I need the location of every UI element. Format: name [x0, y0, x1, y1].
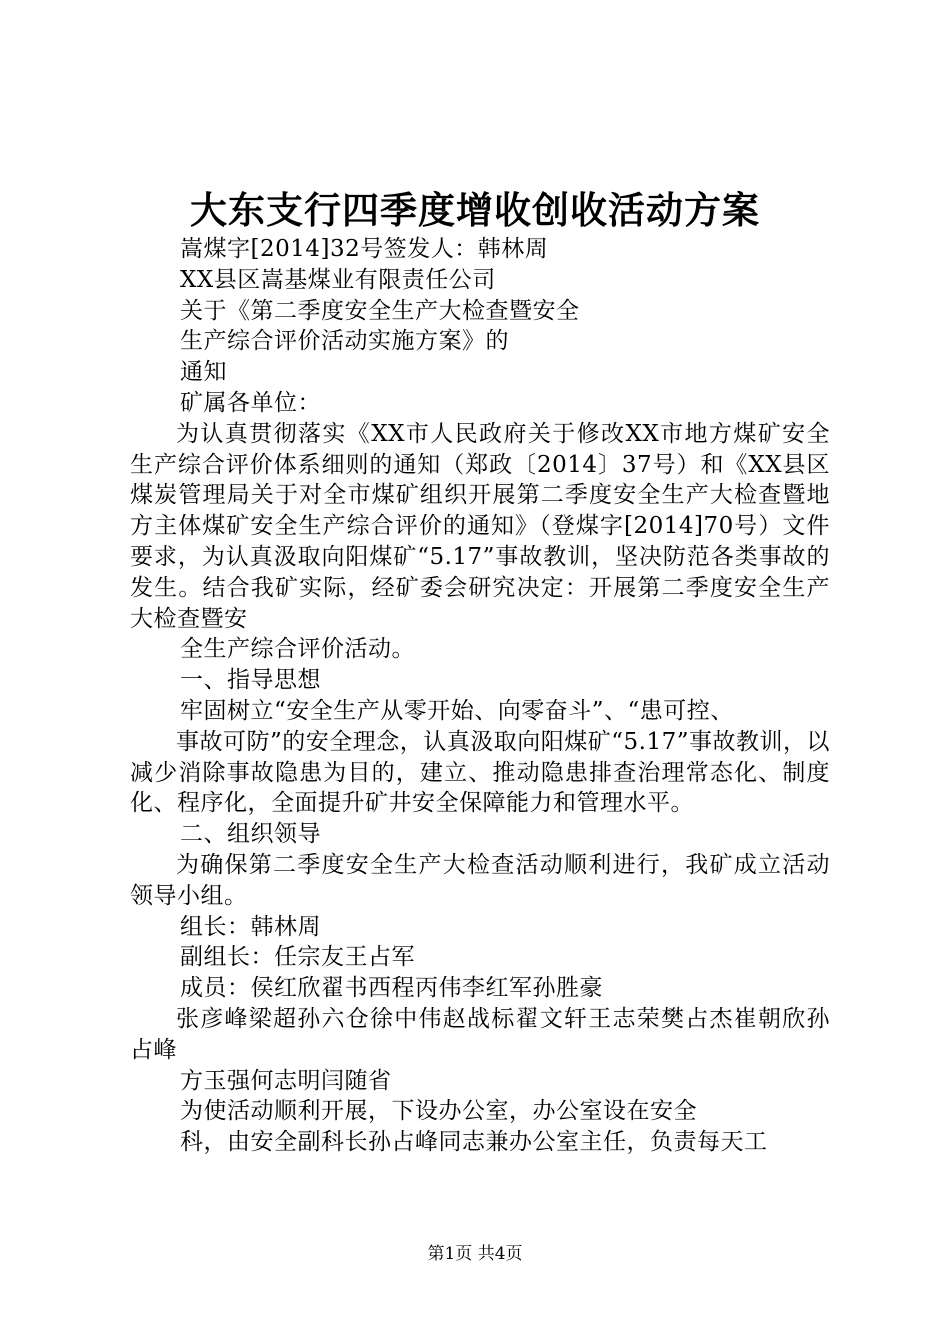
- company-name: XX县区嵩基煤业有限责任公司: [180, 266, 496, 293]
- office-setup-line-2: 科，由安全副科长孙占峰同志兼办公室主任，负责每天工: [180, 1129, 768, 1156]
- members-line-2: 张彦峰梁超孙六仓徐中伟赵战标翟文轩王志荣樊占杰崔朝欣孙占峰: [130, 1005, 830, 1063]
- members-line-3: 方玉强何志明闫随省: [180, 1067, 392, 1094]
- document-title: 大东支行四季度增收创收活动方案: [190, 188, 760, 232]
- deputy-group-leader: 副组长：任宗友王占军: [180, 944, 415, 971]
- section-heading-guiding-ideology: 一、指导思想: [180, 667, 321, 694]
- group-leader: 组长：韩林周: [180, 913, 321, 940]
- organization-paragraph: 为确保第二季度安全生产大检查活动顺利进行，我矿成立活动领导小组。: [130, 851, 830, 909]
- salutation: 矿属各单位：: [180, 389, 321, 416]
- office-setup-line-1: 为使活动顺利开展，下设办公室，办公室设在安全: [180, 1098, 697, 1125]
- document-body: [130, 234, 830, 1158]
- guiding-ideology-paragraph: 事故可防”的安全理念，认真汲取向阳煤矿“5.17”事故教训，以减少消除事故隐患为目的，建立、推动隐患排查治理常态化、制度化、程序化，全面提升矿井安全保障能力和管理水平。: [130, 728, 830, 817]
- notice-subject-line-1: 关于《第二季度安全生产大检查暨安全: [180, 297, 580, 324]
- guiding-ideology-line-1: 牢固树立“安全生产从零开始、向零奋斗”、“患可控、: [180, 697, 734, 724]
- intro-paragraph: 为认真贯彻落实《XX市人民政府关于修改XX市地方煤矿安全生产综合评价体系细则的通知（郑政〔2014〕37号）和《XX县区煤炭管理局关于对全市煤矿组织开展第二季度安全生产大检查暨地方主体煤矿安全生产综合评价的通知》（登煤字[2014]70号）文件要求，为认真汲取向阳煤矿“5.17”事故教训，坚决防范各类事故的发生。结合我矿实际，经矿委会研究决定：开展第二季度安全生产大检查暨安: [130, 420, 830, 632]
- doc-number-line: 嵩煤字[2014]32号签发人：韩林周: [180, 236, 549, 262]
- notice-subject-line-2: 生产综合评价活动实施方案》的: [180, 328, 509, 355]
- intro-paragraph-end: 全生产综合评价活动。: [180, 636, 415, 663]
- notice-label: 通知: [180, 359, 227, 386]
- members-line-1: 成员：侯红欣翟书西程丙伟李红军孙胜豪: [180, 975, 603, 1002]
- page-number: 第1页 共4页: [427, 1244, 523, 1264]
- section-heading-organization: 二、组织领导: [180, 821, 321, 848]
